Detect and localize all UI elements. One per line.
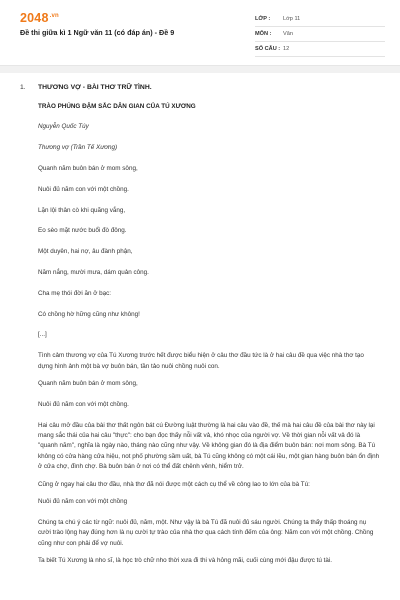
poem-verse: Nuôi đủ năm con với một chồng. [38, 185, 129, 193]
article-subheading: TRÀO PHÚNG ĐẬM SẮC DÂN GIAN CỦA TÚ XƯƠNG [38, 103, 196, 110]
meta-key: SỐ CÂU : [255, 46, 281, 52]
paragraph: Chúng ta chú ý các từ ngữ: nuôi đủ, năm, một. Như vậy là bà Tú đã nuôi đủ sáu người. Chúng ta thấy thấp thoáng nụ cười trào lộng hay đúng hơn là nụ cười tự trào của nhà thơ qua cách tính đếm của ông: Năm con với một chồng. Chồng cũng như con phải để vợ nuôi. [38, 518, 374, 547]
quote-line: Nuôi đủ năm con với một chồng. [38, 400, 129, 408]
paragraph: Hai câu mở đầu của bài thơ thất ngôn bát cú Đường luật thường là hai câu vào đề, thế mà hai câu đề của bài thơ này lại mang sắc thái của hai câu "thực": cho bạn đọc thấy nỗi vất vả, khó nhọc của người vợ. Về thời gian nỗi vất vả đó là "quanh năm", nghĩa là ngày nào, tháng nào cũng như vậy. Về không gian đó là địa điểm buôn bán: nơi mom sông. Bà Tú không có cửa hàng cửa hiệu, not phố phường sầm uất, bà Tú cũng không có một cái lều, một gian hàng buôn bán ổn định ở cửa chợ, đình chợ. Bà buôn bán ở nơi có thể đất chênh vênh, hiểm trở. [38, 421, 380, 471]
paragraph: Cũng ở ngay hai câu thơ đầu, nhà thơ đã nói được một cách cụ thể về công lao to lớn của bà Tú: [38, 480, 310, 488]
meta-value: Văn [283, 31, 293, 37]
meta-key: LỚP : [255, 16, 271, 22]
paragraph: Ta biết Tú Xương là nho sĩ, là học trò chữ nho thời xưa đi thi và hỏng mãi, cuối cùng mới đậu được tú tài. [38, 557, 333, 565]
poem-verse: Một duyên, hai nợ, âu đành phận, [38, 248, 133, 256]
quote-line: Quanh năm buôn bán ở mom sông, [38, 379, 138, 387]
ellipsis: [...] [38, 331, 47, 339]
meta-row-count [255, 42, 385, 57]
quote-line: Nuôi đủ năm con với một chồng [38, 498, 128, 506]
poem-verse: Lặn lội thân cò khi quãng vắng, [38, 206, 126, 214]
question-heading: THƯƠNG VỢ - BÀI THƠ TRỮ TÌNH. [38, 84, 152, 91]
logo-tld: .vn [49, 12, 59, 19]
meta-row-subject [255, 27, 385, 42]
article-author: Nguyễn Quốc Túy [38, 123, 89, 131]
exam-meta [255, 12, 385, 57]
header-divider [0, 65, 400, 73]
poem-title: Thương vợ (Trần Tế Xương) [38, 144, 118, 152]
page-header [0, 0, 400, 64]
question-body [38, 102, 380, 573]
poem-verse: Năm nắng, mười mưa, dám quản công. [38, 268, 149, 276]
logo-main: 2048 [20, 11, 49, 25]
poem-verse: Eo sèo mặt nước buổi đò đông. [38, 227, 127, 235]
poem-verse: Cha mẹ thói đời ăn ở bạc: [38, 289, 112, 297]
meta-value: Lớp 11 [283, 16, 301, 22]
question-number: 1. [20, 84, 26, 91]
meta-key: MÔN : [255, 31, 272, 37]
meta-value: 12 [283, 46, 290, 52]
site-logo[interactable] [20, 11, 59, 25]
paragraph: Tình cảm thương vợ của Tú Xương trước hết được biểu hiện ở câu thơ đầu tức là ở hai câu đề qua việc nhà thơ tạo dựng hình ảnh một bà vợ buôn bán, tần tảo nuôi chồng nuôi con. [38, 352, 364, 370]
poem-verse: Có chồng hờ hững cũng như không! [38, 310, 140, 318]
meta-row-class [255, 12, 385, 27]
poem-verse: Quanh năm buôn bán ở mom sông, [38, 165, 138, 172]
exam-title: Đề thi giữa kì 1 Ngữ văn 11 (có đáp án) - Đề 9 [20, 28, 175, 37]
